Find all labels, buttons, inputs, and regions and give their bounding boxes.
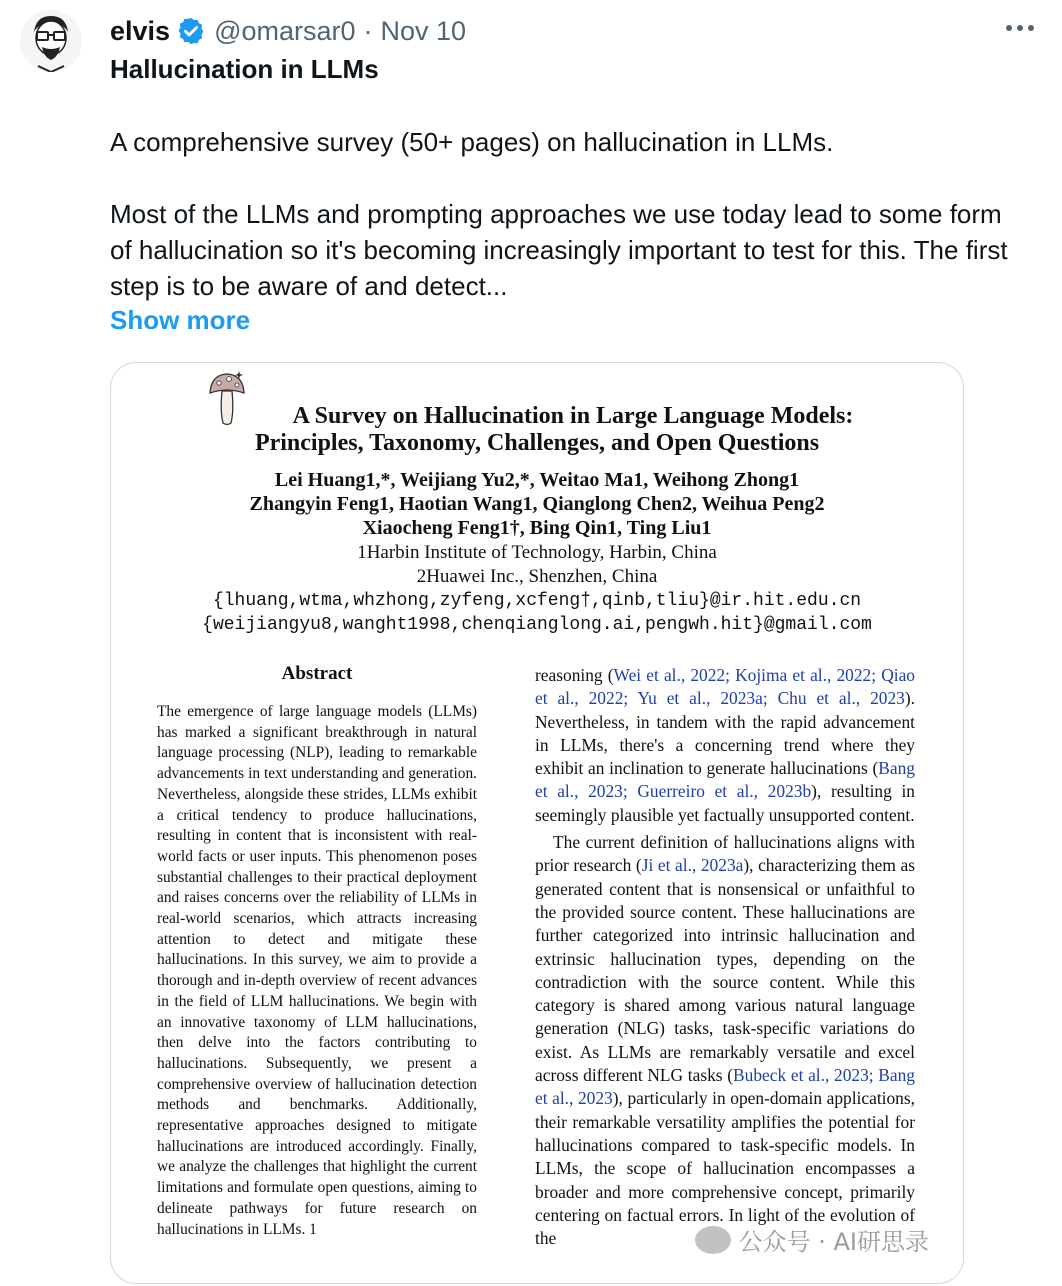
paper-title-line-2: Principles, Taxonomy, Challenges, and Open Questions xyxy=(254,430,820,456)
intro-text: reasoning ( xyxy=(535,665,614,685)
tweet-paragraph-1: A comprehensive survey (50+ pages) on hallucination in LLMs. xyxy=(110,127,834,157)
show-more-link[interactable]: Show more xyxy=(110,305,251,335)
avatar-illustration xyxy=(20,10,82,72)
intro-text: ). Nevertheless, in tandem with the rapid advancement in LLMs, there's a concerning trend where they exhibit an inclination to generate hallucinations ( xyxy=(535,688,915,779)
paper-authors-line-1: Lei Huang1,*, Weijiang Yu2,*, Weitao Ma1, Weihong Zhong1 xyxy=(274,469,800,491)
intro-text: ), characterizing them as generated content that is nonsensical or unfaithful to the provided source content. These hallucinations are further categorized into intrinsic hallucination and extrinsic hallucination types, depending on the contradiction with the source content. While this category is shared among various natural language generation (NLG) tasks, task-specific variations do exist. As LLMs are remarkably versatile and excel across different NLG tasks ( xyxy=(535,855,915,1086)
paper-emails-1: {lhuang,wtma,whzhong,zyfeng,xcfeng†,qinb,tliu}@ir.hit.edu.cn xyxy=(212,591,862,611)
intro-paragraph-2 xyxy=(535,831,915,1250)
paper-intro-column xyxy=(535,664,915,1250)
verified-badge-icon xyxy=(176,16,206,46)
paper-authors-line-3: Xiaocheng Feng1†, Bing Qin1, Ting Liu1 xyxy=(362,517,712,539)
paper-affiliation-2: 2Huawei Inc., Shenzhen, China xyxy=(416,566,658,587)
citation: Wei et al., 2022; Kojima et al., 2022; Qiao et al., 2022; Yu et al., 2023a; Chu et al., 2023 xyxy=(535,665,916,709)
intro-text: ), particularly in open-domain applications, their remarkable versatility amplifies the potential for hallucinations compared to task-specific models. In LLMs, the scope of hallucination encompasses a broader and more comprehensive concept, primarily centering on factual errors. In light of the evolution of the xyxy=(535,1088,915,1249)
separator-dot: · xyxy=(363,15,373,46)
paper-authors-line-2: Zhangyin Feng1, Haotian Wang1, Qianglong Chen2, Weihua Peng2 xyxy=(249,493,825,515)
citation: Bang et al., 2023; Guerreiro et al., 2023b xyxy=(535,758,915,802)
intro-text: ), resulting in seemingly plausible yet factually unsupported content. xyxy=(535,781,915,825)
avatar[interactable] xyxy=(20,10,82,72)
more-options-icon[interactable] xyxy=(1006,18,1034,38)
wechat-icon xyxy=(695,1226,731,1254)
tweet-header xyxy=(110,12,466,50)
tweet-paragraph-2: Most of the LLMs and prompting approaches we use today lead to some form of hallucination so it's becoming increasingly important to test for this. The first step is to be aware of and detect... xyxy=(110,199,1008,301)
tweet-title: Hallucination in LLMs xyxy=(110,54,379,84)
tweet-date[interactable]: Nov 10 xyxy=(380,15,467,46)
paper-title-line-1: A Survey on Hallucination in Large Language Models: xyxy=(292,403,854,429)
watermark-text: 公众号 · AI研思录 xyxy=(738,1228,929,1256)
citation: Bubeck et al., 2023; Bang et al., 2023 xyxy=(535,1065,915,1109)
author-name[interactable]: elvis xyxy=(110,15,171,46)
paper-emails-2: {weijiangyu8,wanght1998,chenqianglong.ai,pengwh.hit}@gmail.com xyxy=(202,615,872,635)
intro-text: The current definition of hallucinations aligns with prior research ( xyxy=(535,832,915,876)
paper-affiliation-1: 1Harbin Institute of Technology, Harbin, China xyxy=(357,542,717,563)
attached-paper-image[interactable] xyxy=(110,362,964,1284)
watermark xyxy=(695,1222,929,1257)
citation: Ji et al., 2023a xyxy=(641,855,744,876)
abstract-heading: Abstract xyxy=(281,663,353,684)
abstract-text: The emergence of large language models (LLMs) has marked a significant breakthrough in natural language processing (NLP), leading to remarkable advancements in text understanding and generation. Nevertheless, alongside these strides, LLMs exhibit a critical tendency to produce hallucinations, resulting in content that is inconsistent with real-world facts or user inputs. This phenomenon poses substantial challenges to their practical deployment and raises concerns over the reliability of LLMs in real-world scenarios, which attracts increasing attention to detect and mitigate these hallucinations. In this survey, we aim to provide a thorough and in-depth overview of recent advances in the field of LLM hallucinations. We begin with an innovative taxonomy of LLM hallucinations, then delve into the factors contributing to hallucinations. Subsequently, we present a comprehensive overview of hallucination detection methods and benchmarks. Additionally, representative approaches designed to mitigate hallucinations are introduced accordingly. Finally, we analyze the challenges that highlight the current limitations and formulate open questions, aiming to delineate pathways for future research on hallucinations in LLMs. 1 xyxy=(157,703,477,1238)
author-handle[interactable]: @omarsar0 xyxy=(214,15,356,46)
